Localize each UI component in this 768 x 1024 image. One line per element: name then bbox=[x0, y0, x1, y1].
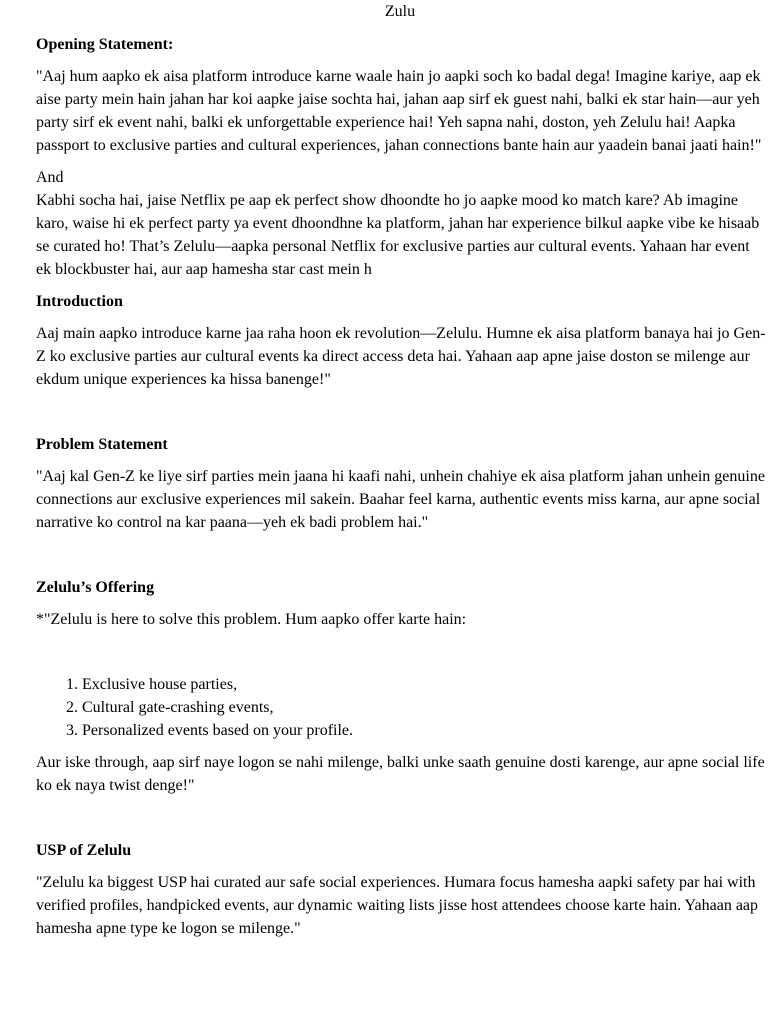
usp-heading: USP of Zelulu bbox=[36, 842, 132, 859]
netflix-paragraph: Kabhi socha hai, jaise Netflix pe aap ek perfect show dhoondte ho jo aapke mood ko match kare? Ab imagine karo, waise hi ek perfect party ya event dhoondhne ka platform, jahan har experience bilkul aapke vibe ke hisaab se curated ho! That’s Zelulu—aapka personal Netflix for exclusive parties aur cultural events. Yahaan har event ek blockbuster hai, aur aap hamesha star cast mein h bbox=[36, 192, 760, 278]
problem-paragraph: "Aaj kal Gen-Z ke liye sirf parties mein jaana hi kaafi nahi, unhein chahiye ek aisa platform jahan unhein genuine connections aur exclusive experiences mil sakein. Baahar feel karna, authentic events miss karna, aur apne social narrative ko control na kar paana—yeh ek badi problem hai." bbox=[36, 468, 765, 531]
usp-paragraph: "Zelulu ka biggest USP hai curated aur safe social experiences. Humara focus hamesha aapki safety par hai with verified profiles, handpicked events, aur dynamic waiting lists jisse host attendees choose karte hain. Yahaan aap hamesha apne type ke logon se milenge." bbox=[36, 874, 759, 937]
opening-heading: Opening Statement: bbox=[36, 36, 174, 53]
list-item: 2. Cultural gate-crashing events, bbox=[82, 696, 768, 719]
and-label: And bbox=[36, 169, 64, 186]
offering-closing: Aur iske through, aap sirf naye logon se nahi milenge, balki unke saath genuine dosti karenge, aur apne social life ko ek naya twist denge!" bbox=[36, 754, 765, 794]
introduction-paragraph: Aaj main aapko introduce karne jaa raha hoon ek revolution—Zelulu. Humne ek aisa platform banaya hai jo Gen-Z ko exclusive parties aur cultural events ka direct access deta hai. Yahaan aap apne jaise doston se milenge aur ekdum unique experiences ka hissa banenge!" bbox=[36, 325, 766, 388]
offering-intro: *"Zelulu is here to solve this problem. Hum aapko offer karte hain: bbox=[36, 611, 467, 628]
problem-heading: Problem Statement bbox=[36, 436, 168, 453]
list-item: 1. Exclusive house parties, bbox=[82, 673, 768, 696]
document-title: Zulu bbox=[384, 3, 416, 20]
list-item: 3. Personalized events based on your profile. bbox=[82, 719, 768, 742]
opening-paragraph: "Aaj hum aapko ek aisa platform introduce karne waale hain jo aapki soch ko badal dega! Imagine kariye, aap ek aise party mein hain jahan har koi aapke jaise sochta hai, jahan aap sirf ek guest nahi, balki ek star hain—aur yeh party sirf ek event nahi, balki ek unforgettable experience hai! Yeh sapna nahi, doston, yeh Zelulu hai! Aapka passport to exclusive parties and cultural experiences, jahan connections bante hain aur yaadein banai jaati hain!" bbox=[36, 68, 762, 154]
document-page bbox=[36, 0, 768, 940]
offering-heading: Zelulu’s Offering bbox=[36, 579, 155, 596]
introduction-heading: Introduction bbox=[36, 293, 123, 310]
offering-list bbox=[36, 673, 768, 742]
